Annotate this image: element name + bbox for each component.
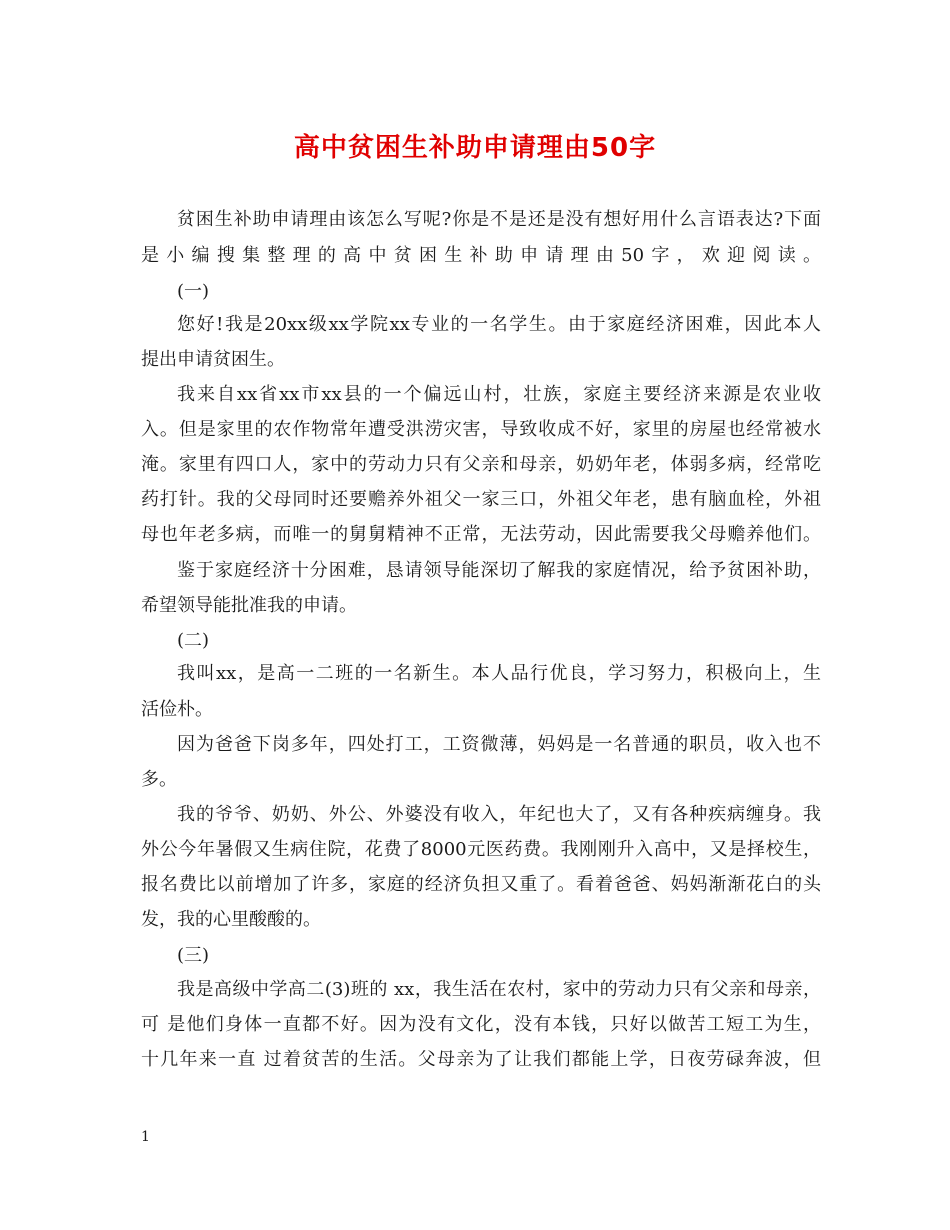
paragraph-line: 我来自xx省xx市xx县的一个偏远山村，壮族，家庭主要经济来源是农业收 (177, 384, 821, 405)
paragraph-line: 淹。家里有四口人，家中的劳动力只有父亲和母亲，奶奶年老，体弱多病，经常吃 (141, 454, 821, 475)
paragraph-line: 我的爷爷、奶奶、外公、外婆没有收入，年纪也大了，又有各种疾病缠身。我 (177, 804, 821, 825)
paragraph-line: 入。但是家里的农作物常年遭受洪涝灾害，导致收成不好，家里的房屋也经常被水 (141, 419, 821, 440)
section-heading: (三) (177, 945, 210, 966)
paragraph-line: 发，我的心里酸酸的。 (141, 909, 321, 930)
paragraph-line: 提出申请贫困生。 (141, 349, 285, 370)
paragraph-line: 您好!我是20xx级xx学院xx专业的一名学生。由于家庭经济困难，因此本人 (177, 314, 821, 335)
paragraph-line: 药打针。我的父母同时还要赡养外祖父一家三口，外祖父年老，患有脑血栓，外祖 (141, 489, 821, 510)
section-heading: (一) (177, 281, 210, 302)
paragraph-line: 鉴于家庭经济十分困难，恳请领导能深切了解我的家庭情况，给予贫困补助， (177, 560, 821, 581)
paragraph-line: 贫困生补助申请理由该怎么写呢?你是不是还是没有想好用什么言语表达?下面 (177, 209, 821, 230)
paragraph-line: 我是高级中学高二(3)班的 xx，我生活在农村，家中的劳动力只有父亲和母亲， (177, 979, 821, 1000)
paragraph-line: 是小编搜集整理的高中贫困生补助申请理由50字，欢迎阅读。 (141, 245, 821, 266)
paragraph-line: 十几年来一直 过着贫苦的生活。父母亲为了让我们都能上学，日夜劳碌奔波，但 (141, 1049, 821, 1070)
document-title: 高中贫困生补助申请理由50字 (293, 133, 657, 163)
paragraph-line: 活俭朴。 (141, 699, 213, 720)
section-heading: (二) (177, 630, 210, 651)
paragraph-line: 报名费比以前增加了许多，家庭的经济负担又重了。看着爸爸、妈妈渐渐花白的头 (141, 874, 821, 895)
paragraph-line: 希望领导能批准我的申请。 (141, 595, 357, 616)
page-number: 1 (141, 1129, 150, 1145)
paragraph-line: 母也年老多病，而唯一的舅舅精神不正常，无法劳动，因此需要我父母赡养他们。 (141, 524, 821, 545)
paragraph-line: 外公今年暑假又生病住院，花费了8000元医药费。我刚刚升入高中，又是择校生， (141, 839, 821, 860)
paragraph-line: 我叫xx，是高一二班的一名新生。本人品行优良，学习努力，积极向上，生 (177, 663, 821, 684)
paragraph-line: 因为爸爸下岗多年，四处打工，工资微薄，妈妈是一名普通的职员，收入也不 (177, 734, 821, 755)
paragraph-line: 可 是他们身体一直都不好。因为没有文化，没有本钱，只好以做苦工短工为生， (141, 1014, 821, 1035)
paragraph-line: 多。 (141, 769, 177, 790)
